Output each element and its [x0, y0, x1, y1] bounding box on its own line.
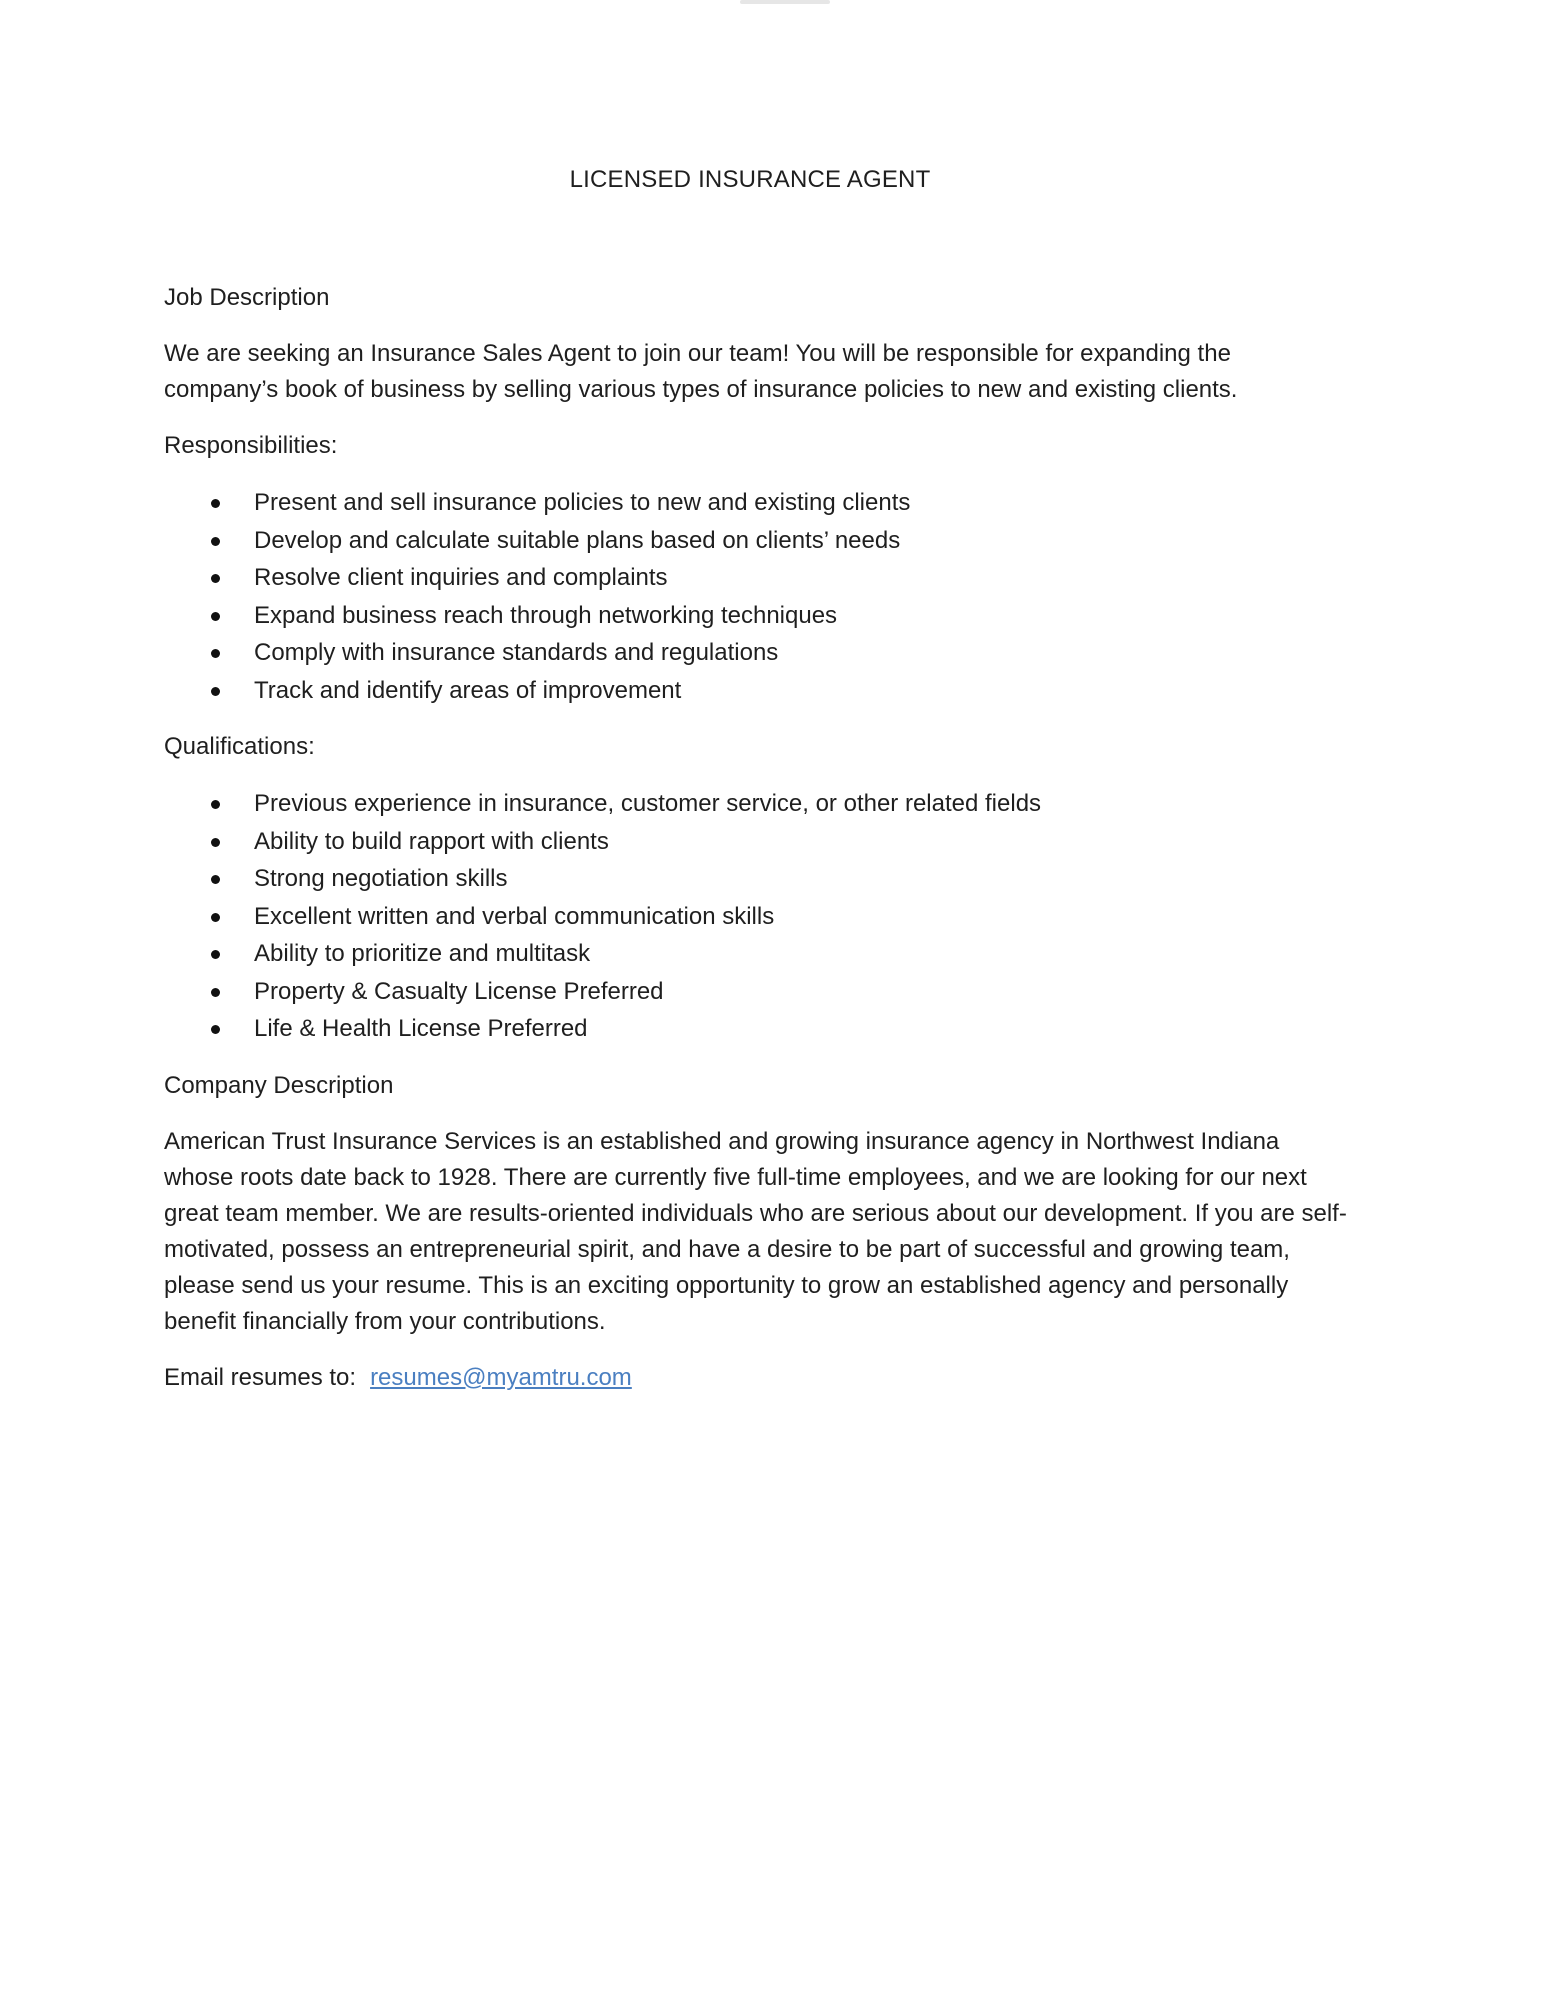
list-item-text: Resolve client inquiries and complaints [254, 564, 668, 591]
list-item-text: Develop and calculate suitable plans based on clients’ needs [254, 526, 901, 554]
company-description-heading: Company Description [164, 1071, 394, 1099]
qualifications-heading: Qualifications: [164, 733, 315, 760]
scan-mark [740, 0, 830, 4]
bullet-icon [211, 800, 220, 809]
bullet-icon [211, 875, 220, 884]
bullet-icon [211, 838, 220, 847]
email-label: Email resumes to: [164, 1363, 357, 1391]
list-item [164, 898, 1349, 936]
bullet-icon [211, 687, 220, 696]
list-item [164, 484, 1349, 522]
list-item [164, 823, 1349, 861]
bullet-icon [211, 913, 220, 922]
list-item-text: Track and identify areas of improvement [254, 676, 682, 704]
company-description-text: American Trust Insurance Services is an established and growing insurance agency in Northwest Indiana whose roots date back to 1928. There are currently five full-time employees, and we are looking for our next great team member. We are results-oriented individuals who are serious about our development. If you are self-motivated, possess an entrepreneurial spirit, and have a desire to be part of successful and growing team, please send us your resume. This is an exciting opportunity to grow an established agency and personally benefit financially from your contributions. [164, 1127, 1347, 1335]
list-item-text: Property & Casualty License Preferred [254, 977, 664, 1005]
list-item [164, 973, 1349, 1011]
bullet-icon [211, 988, 220, 997]
responsibilities-heading: Responsibilities: [164, 432, 338, 459]
bullet-icon [211, 574, 220, 583]
bullet-icon [211, 1025, 220, 1034]
job-description-text: We are seeking an Insurance Sales Agent to join our team! You will be responsible for expanding the company’s book of business by selling various types of insurance policies to new and existing clients. [164, 340, 1238, 403]
list-item-text: Expand business reach through networking techniques [254, 601, 838, 629]
list-item [164, 634, 1349, 672]
list-item-text: Previous experience in insurance, customer service, or other related fields [254, 790, 1042, 817]
bullet-icon [211, 537, 220, 546]
list-item [164, 522, 1349, 560]
list-item [164, 597, 1349, 635]
contact-line [164, 1360, 1349, 1396]
bullet-icon [211, 950, 220, 959]
list-item-text: Comply with insurance standards and regulations [254, 639, 779, 666]
list-item [164, 559, 1349, 597]
bullet-icon [211, 649, 220, 658]
list-item-text: Ability to prioritize and multitask [254, 940, 591, 967]
document-title: LICENSED INSURANCE AGENT [569, 166, 931, 193]
list-item-text: Present and sell insurance policies to new and existing clients [254, 489, 911, 516]
job-description-heading: Job Description [164, 284, 330, 311]
list-item-text: Strong negotiation skills [254, 865, 508, 892]
qualifications-list [164, 785, 1349, 1048]
list-item [164, 785, 1349, 823]
list-item-text: Excellent written and verbal communication skills [254, 902, 775, 930]
list-item [164, 935, 1349, 973]
bullet-icon [211, 612, 220, 621]
document-body [164, 280, 1349, 1396]
list-item [164, 860, 1349, 898]
list-item-text: Ability to build rapport with clients [254, 827, 609, 855]
list-item-text: Life & Health License Preferred [254, 1015, 588, 1042]
list-item [164, 1010, 1349, 1048]
list-item [164, 672, 1349, 710]
responsibilities-list [164, 484, 1349, 709]
bullet-icon [211, 499, 220, 508]
email-link[interactable]: resumes@myamtru.com [370, 1363, 632, 1391]
